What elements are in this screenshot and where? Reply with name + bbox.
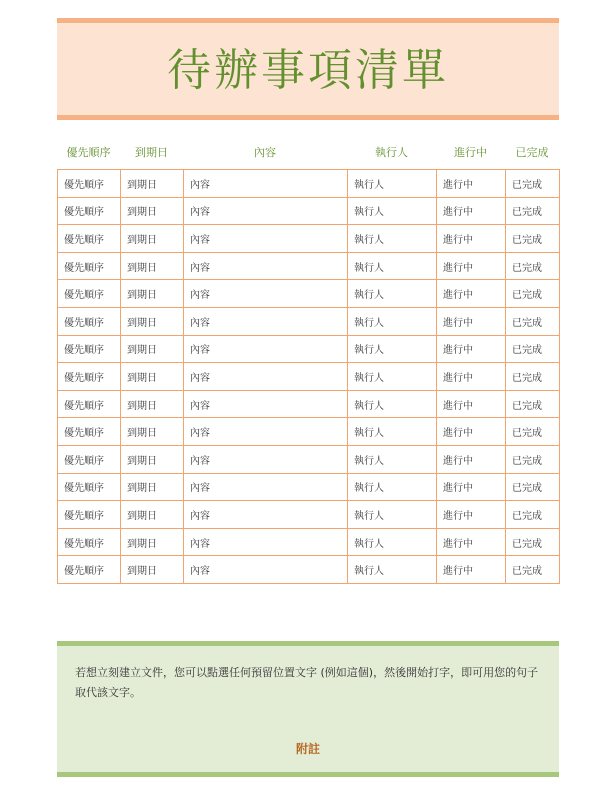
cell-in-progress[interactable]: 進行中 (437, 363, 506, 391)
cell-completed[interactable]: 已完成 (506, 363, 560, 391)
cell-assignee[interactable]: 執行人 (348, 280, 437, 308)
cell-in-progress[interactable]: 進行中 (437, 473, 506, 501)
cell-assignee[interactable]: 執行人 (348, 390, 437, 418)
cell-in-progress[interactable]: 進行中 (437, 307, 506, 335)
cell-assignee[interactable]: 執行人 (348, 307, 437, 335)
cell-completed[interactable]: 已完成 (506, 501, 560, 529)
cell-content[interactable]: 內容 (184, 528, 348, 556)
column-header-due-date[interactable]: 到期日 (135, 146, 168, 159)
column-header-in-progress[interactable]: 進行中 (454, 146, 487, 159)
column-header-assignee[interactable]: 執行人 (375, 146, 408, 159)
cell-completed[interactable]: 已完成 (506, 335, 560, 363)
table-row (58, 280, 560, 308)
cell-content[interactable]: 內容 (184, 363, 348, 391)
cell-assignee[interactable]: 執行人 (348, 445, 437, 473)
cell-content[interactable]: 內容 (184, 307, 348, 335)
cell-in-progress[interactable]: 進行中 (437, 197, 506, 225)
notes-body[interactable]: 若想立刻建立文件，您可以點選任何預留位置文字 (例如這個)，然後開始打字，即可用您的句子取代該文字。 (75, 666, 539, 699)
cell-assignee[interactable]: 執行人 (348, 473, 437, 501)
cell-in-progress[interactable]: 進行中 (437, 528, 506, 556)
cell-content[interactable]: 內容 (184, 280, 348, 308)
cell-assignee[interactable]: 執行人 (348, 556, 437, 584)
column-header-content[interactable]: 內容 (254, 146, 276, 159)
cell-due-date[interactable]: 到期日 (121, 390, 184, 418)
cell-assignee[interactable]: 執行人 (348, 335, 437, 363)
cell-due-date[interactable]: 到期日 (121, 363, 184, 391)
cell-completed[interactable]: 已完成 (506, 307, 560, 335)
cell-priority[interactable]: 優先順序 (58, 225, 121, 253)
task-table (57, 169, 560, 584)
cell-priority[interactable]: 優先順序 (58, 335, 121, 363)
cell-completed[interactable]: 已完成 (506, 252, 560, 280)
cell-content[interactable]: 內容 (184, 225, 348, 253)
table-row (58, 307, 560, 335)
cell-content[interactable]: 內容 (184, 556, 348, 584)
cell-completed[interactable]: 已完成 (506, 170, 560, 198)
cell-in-progress[interactable]: 進行中 (437, 556, 506, 584)
table-row (58, 335, 560, 363)
cell-priority[interactable]: 優先順序 (58, 197, 121, 225)
cell-priority[interactable]: 優先順序 (58, 556, 121, 584)
cell-in-progress[interactable]: 進行中 (437, 501, 506, 529)
table-row (58, 556, 560, 584)
cell-in-progress[interactable]: 進行中 (437, 225, 506, 253)
cell-completed[interactable]: 已完成 (506, 390, 560, 418)
cell-priority[interactable]: 優先順序 (58, 170, 121, 198)
table-row (58, 363, 560, 391)
cell-due-date[interactable]: 到期日 (121, 280, 184, 308)
cell-assignee[interactable]: 執行人 (348, 170, 437, 198)
cell-due-date[interactable]: 到期日 (121, 445, 184, 473)
cell-content[interactable]: 內容 (184, 390, 348, 418)
cell-in-progress[interactable]: 進行中 (437, 335, 506, 363)
notes-label[interactable]: 附註 (295, 742, 320, 756)
cell-completed[interactable]: 已完成 (506, 280, 560, 308)
cell-assignee[interactable]: 執行人 (348, 528, 437, 556)
cell-due-date[interactable]: 到期日 (121, 335, 184, 363)
cell-assignee[interactable]: 執行人 (348, 197, 437, 225)
cell-in-progress[interactable]: 進行中 (437, 280, 506, 308)
cell-priority[interactable]: 優先順序 (58, 473, 121, 501)
cell-completed[interactable]: 已完成 (506, 197, 560, 225)
cell-in-progress[interactable]: 進行中 (437, 418, 506, 446)
cell-due-date[interactable]: 到期日 (121, 556, 184, 584)
cell-content[interactable]: 內容 (184, 252, 348, 280)
cell-due-date[interactable]: 到期日 (121, 501, 184, 529)
cell-due-date[interactable]: 到期日 (121, 197, 184, 225)
cell-assignee[interactable]: 執行人 (348, 225, 437, 253)
cell-priority[interactable]: 優先順序 (58, 445, 121, 473)
title-banner (57, 18, 559, 120)
cell-assignee[interactable]: 執行人 (348, 501, 437, 529)
cell-due-date[interactable]: 到期日 (121, 225, 184, 253)
cell-assignee[interactable]: 執行人 (348, 363, 437, 391)
cell-in-progress[interactable]: 進行中 (437, 170, 506, 198)
page-title[interactable]: 待辦事項清單 (167, 45, 449, 96)
table-row (58, 418, 560, 446)
cell-content[interactable]: 內容 (184, 445, 348, 473)
cell-content[interactable]: 內容 (184, 473, 348, 501)
column-header-row (57, 142, 559, 162)
cell-completed[interactable]: 已完成 (506, 473, 560, 501)
cell-assignee[interactable]: 執行人 (348, 252, 437, 280)
cell-due-date[interactable]: 到期日 (121, 170, 184, 198)
cell-content[interactable]: 內容 (184, 501, 348, 529)
cell-due-date[interactable]: 到期日 (121, 252, 184, 280)
cell-due-date[interactable]: 到期日 (121, 307, 184, 335)
cell-completed[interactable]: 已完成 (506, 556, 560, 584)
cell-priority[interactable]: 優先順序 (58, 280, 121, 308)
table-row (58, 225, 560, 253)
cell-completed[interactable]: 已完成 (506, 225, 560, 253)
cell-in-progress[interactable]: 進行中 (437, 445, 506, 473)
cell-priority[interactable]: 優先順序 (58, 418, 121, 446)
cell-content[interactable]: 內容 (184, 197, 348, 225)
cell-in-progress[interactable]: 進行中 (437, 252, 506, 280)
cell-due-date[interactable]: 到期日 (121, 418, 184, 446)
cell-priority[interactable]: 優先順序 (58, 363, 121, 391)
table-row (58, 501, 560, 529)
column-header-priority[interactable]: 優先順序 (66, 146, 111, 159)
cell-priority[interactable]: 優先順序 (58, 528, 121, 556)
cell-due-date[interactable]: 到期日 (121, 528, 184, 556)
notes-section (57, 641, 559, 777)
cell-content[interactable]: 內容 (184, 170, 348, 198)
table-row (58, 528, 560, 556)
column-header-completed[interactable]: 已完成 (515, 146, 549, 159)
cell-content[interactable]: 內容 (184, 335, 348, 363)
table-row (58, 170, 560, 198)
table-row (58, 445, 560, 473)
cell-content[interactable]: 內容 (184, 418, 348, 446)
cell-priority[interactable]: 優先順序 (58, 252, 121, 280)
table-row (58, 473, 560, 501)
cell-priority[interactable]: 優先順序 (58, 501, 121, 529)
cell-assignee[interactable]: 執行人 (348, 418, 437, 446)
cell-in-progress[interactable]: 進行中 (437, 390, 506, 418)
cell-priority[interactable]: 優先順序 (58, 390, 121, 418)
table-row (58, 197, 560, 225)
cell-completed[interactable]: 已完成 (506, 445, 560, 473)
task-table-body (58, 170, 560, 584)
cell-priority[interactable]: 優先順序 (58, 307, 121, 335)
cell-completed[interactable]: 已完成 (506, 528, 560, 556)
cell-completed[interactable]: 已完成 (506, 418, 560, 446)
table-row (58, 252, 560, 280)
cell-due-date[interactable]: 到期日 (121, 473, 184, 501)
table-row (58, 390, 560, 418)
